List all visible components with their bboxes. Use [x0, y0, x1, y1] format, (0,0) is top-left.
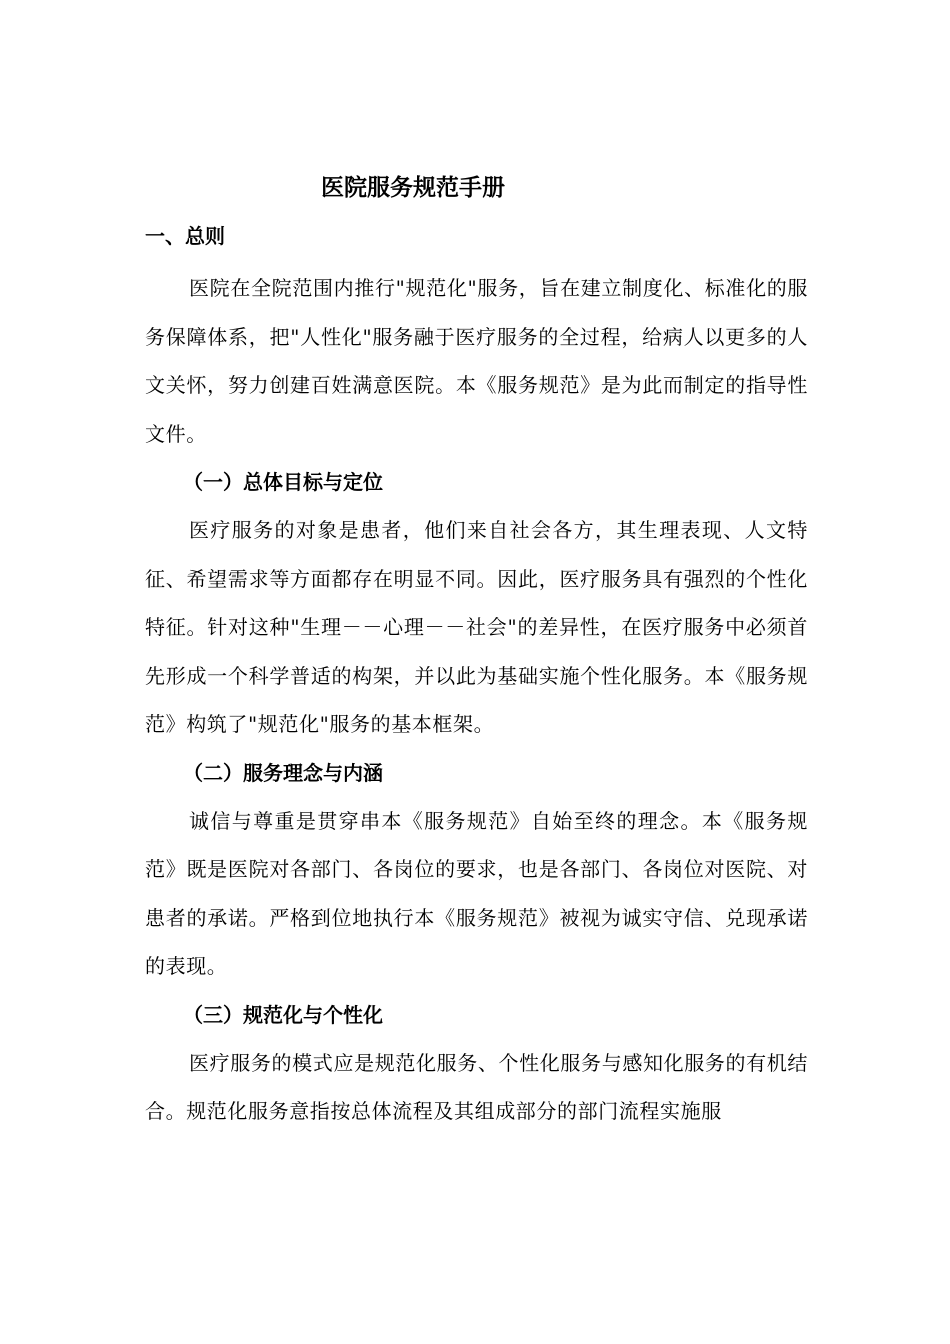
section-heading-goals: （一）总体目标与定位 — [183, 470, 383, 494]
section-paragraph-goals: 医疗服务的对象是患者，他们来自社会各方，其生理表现、人文特征、希望需求等方面都存在明显不同。因此，医疗服务具有强烈的个性化特征。针对这种"生理－－心理－－社会"的差异性，在医疗服务中必须首先形成一个科学普适的构架，并以此为基础实施个性化服务。本《服务规范》构筑了"规范化"服务的基本框架。 — [145, 518, 808, 736]
section-paragraph-general: 医院在全院范围内推行"规范化"服务，旨在建立制度化、标准化的服务保障体系，把"人性化"服务融于医疗服务的全过程，给病人以更多的人文关怀，努力创建百姓满意医院。本《服务规范》是为此而制定的指导性文件。 — [145, 276, 808, 446]
section-paragraph-standardization: 医疗服务的模式应是规范化服务、个性化服务与感知化服务的有机结合。规范化服务意指按总体流程及其组成部分的部门流程实施服 — [145, 1050, 808, 1123]
section-heading-standardization: （三）规范化与个性化 — [183, 1002, 383, 1027]
section-heading-philosophy: （二）服务理念与内涵 — [183, 760, 383, 785]
document-body — [145, 216, 808, 1140]
document-title: 医院服务规范手册 — [321, 175, 505, 201]
section-heading-general: 一、总则 — [145, 224, 225, 248]
section-paragraph-philosophy: 诚信与尊重是贯穿串本《服务规范》自始至终的理念。本《服务规范》既是医院对各部门、各岗位的要求，也是各部门、各岗位对医院、对患者的承诺。严格到位地执行本《服务规范》被视为诚实守信、兑现承诺的表现。 — [145, 808, 808, 978]
